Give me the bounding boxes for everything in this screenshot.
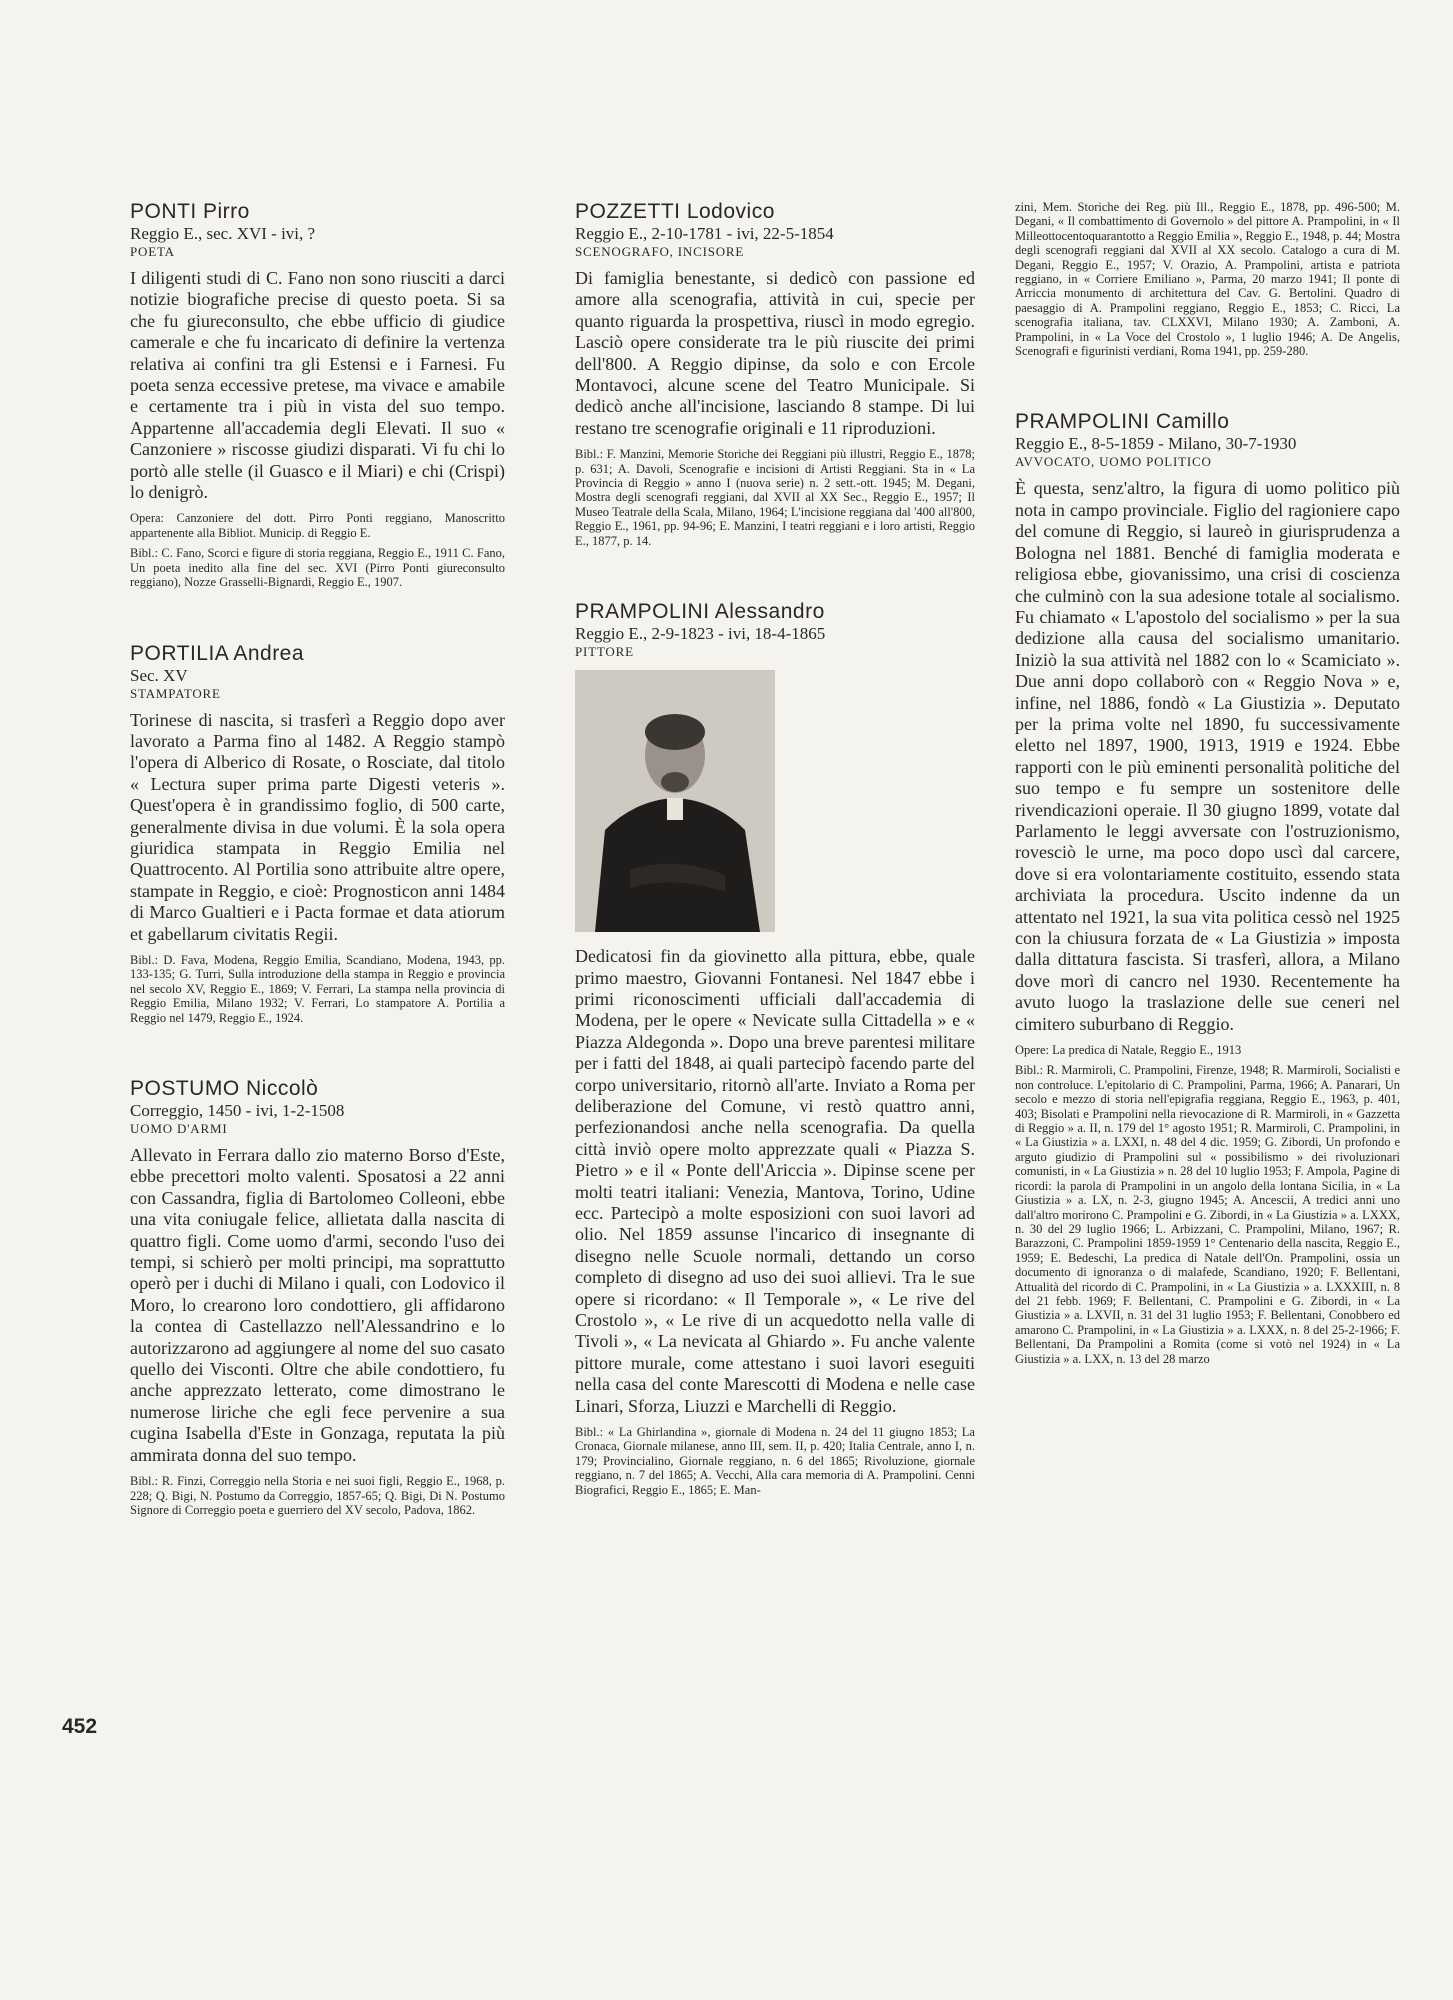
- entry-dates: Reggio E., 8-5-1859 - Milano, 30-7-1930: [1015, 434, 1297, 454]
- column-left: [130, 200, 505, 1517]
- entry-bibliography: Bibl.: C. Fano, Scorci e figure di storia reggiana, Reggio E., 1911 C. Fano, Un poeta inedito alla fine del sec. XVI (Pirro Ponti giureconsulto reggiano), Nozze Grasselli-Bignardi, Reggio E., 1907.: [130, 546, 505, 590]
- entry-body: Dedicatosi fin da giovinetto alla pittura, ebbe, quale primo maestro, Giovanni Fontanesi. Nel 1847 ebbe i primi riconoscimenti ufficiali dall'accademia di Modena, per le opere « Nevicate sulla Cittadella » e « Piazza Aldegonda ». Dopo una breve parentesi militare per i fatti del 1848, ai quali partecipò facendo parte del corpo universitario, ritornò all'arte. Inviato a Roma per deliberazione del Comune, vi restò quattro anni, perfezionandosi anche nella scenografia. Da quella città inviò opere molto apprezzate quali « Piazza S. Pietro » e il « Ponte dell'Ariccia ». Dipinse scene per molti teatri italiani: Venezia, Mantova, Torino, Udine ecc. Partecipò a molte esposizioni con suoi lavori ad olio. Nel 1859 assunse l'incarico di insegnante di disegno nelle Scuole normali, dettando un corso completo di disegno ad uso dei suoi allievi. Tra le sue opere si ricordano: « Il Temporale », « Le rive del Crostolo », « Le rive di un acquedotto nella valle di Tivoli », « La nevicata al Ghiardo ». Fu anche valente pittore murale, come attestano i suoi lavori eseguiti nella casa del conte Marescotti di Modena e nelle case Linari, Sforza, Liuzzi e Marchelli di Reggio.: [575, 946, 975, 1416]
- entry-bibliography-continued: zini, Mem. Storiche dei Reg. più Ill., Reggio E., 1878, pp. 496-500; M. Degani, « Il combattimento di Governolo » del pittore A. Prampolini, in « Il Milleottocentoquarantotto a Reggio Emilia », Reggio E., 1948, p. 44; Mostra degli scenografi reggiani dal XVII al XX secolo. Catalogo a cura di M. Degani, Reggio E., 1957; V. Orazio, A. Prampolini, artista e patriota reggiano, in « Corriere Emiliano », Parma, 20 marzo 1941; Il ponte di Arriccia monumento di architettura del Cav. G. Bertolini. Quadro di paesaggio di A. Prampolini reggiano, Reggio E., 1853; C. Ricci, La scenografia italiana, tav. CLXXVI, Milano 1930; A. Zamboni, A. Prampolini, in « La Voce del Crostolo », 1 luglio 1946; A. De Angelis, Scenografi e figurinisti verdiani, Roma 1941, pp. 259-280.: [1015, 200, 1401, 359]
- entry-body: Di famiglia benestante, si dedicò con passione ed amore alla scenografia, attività in cui, specie per quanto riguarda la prospettiva, riuscì in modo egregio. Lasciò opere considerate tra le più riuscite dei primi dell'800. A Reggio dipinse, da solo e con Ercole Montavoci, alcune scene del Teatro Municipale. Si dedicò anche all'incisione, lasciando 8 stampe. Di lui restano tre scenografie originali e 11 riproduzioni.: [575, 268, 975, 438]
- entry-name: PORTILIA Andrea: [130, 641, 305, 665]
- entry-name: PONTI Pirro: [130, 200, 250, 223]
- entry-bibliography: Bibl.: « La Ghirlandina », giornale di Modena n. 24 del 11 giugno 1853; La Cronaca, Giornale milanese, anno III, sem. II, p. 420; Italia Centrale, anno I, n. 179; Provincialino, Giornale reggiano, n. 6 del 1865; Rivoluzione, giornale reggiano, n. 7 del 1865; A. Vecchi, Alla cara memoria di A. Prampolini. Cenni Biografici, Reggio E., 1865; E. Man-: [575, 1425, 975, 1497]
- entry-prampolini-camillo: [1015, 410, 1400, 1366]
- entry-postumo: [130, 1077, 505, 1517]
- portrait-figure: [575, 670, 775, 932]
- entry-bibliography: Bibl.: D. Fava, Modena, Reggio Emilia, Scandiano, Modena, 1943, pp. 133-135; G. Turri, Sulla introduzione della stampa in Reggio e provincia nel secolo XV, Reggio E., 1869; V. Ferrari, La stampa nella provincia di Reggio Emilia, Milano 1932; V. Ferrari, Lo stampatore A. Portilia a Reggio nel 1479, Reggio E., 1924.: [130, 952, 505, 1025]
- entry-role: SCENOGRAFO, INCISORE: [575, 244, 745, 259]
- entry-dates: Reggio E., sec. XVI - ivi, ?: [130, 224, 316, 243]
- entry-role: POETA: [130, 244, 175, 259]
- entry-dates: Reggio E., 2-10-1781 - ivi, 22-5-1854: [575, 224, 834, 243]
- page-number: 452: [62, 1715, 98, 1738]
- entry-name: POZZETTI Lodovico: [575, 200, 775, 223]
- entry-bibliography: Bibl.: R. Marmiroli, C. Prampolini, Firenze, 1948; R. Marmiroli, Socialisti e non controluce. L'epitolario di C. Prampolini, Parma, 1966; A. Panarari, Un secolo e mezzo di storia nell'epigrafia reggiana, Reggio E., 1963, p. 401, 403; Bisolati e Prampolini nella rievocazione di R. Marmiroli, in « Gazzetta di Reggio » a. II, n. 179 del 1° agosto 1951; R. Marmiroli, C. Prampolini, in « La Giustizia » a. LXXI, n. 48 del 4 dic. 1959; G. Zibordi, Un profondo e arguto giudizio di Prampolini sul « possibilismo » dei rivoluzionari comunisti, in « La Giustizia » n. 28 del 10 luglio 1953; F. Ampola, Pagine di ricordi: la parola di Prampolini in un angolo della lontana Sicilia, in « La Giustizia » a. LX, n. 2-3, giugno 1945; A. Ancescii, A tredici anni uno dall'altro morirono C. Prampolini e G. Zibordi, in « La Giustizia » a. LXXX, n. 30 del 29 luglio 1966; L. Arbizzani, C. Prampolini, Milano, 1967; R. Barazzoni, C. Prampolini 1859-1959 1° Centenario della nascita, Reggio E., 1959; E. Bedeschi, La predica di Natale dell'On. Prampolini, ossia un documento di ignoranza o di malafede, Scandiano, 1920; F. Bellentani, Attualità del ricordo di C. Prampolini, in « La Giustizia » a. LXXXIII, n. 8 del 21 febb. 1969; F. Bellentani, C. Prampolini e G. Zibordi, in « La Giustizia » a. LXVII, n. 31 del 31 luglio 1953; F. Bellentani, Conobbero ed amarono C. Prampolini, in « La Giustizia » a. LXXX, n. 8 del 25-2-1966; F. Bellentani, Da Prampolini a Romita (come si votò nel 1924) in « La Giustizia » a. LXX, n. 13 del 28 marzo: [1015, 1063, 1400, 1366]
- entry-opere: Opere: La predica di Natale, Reggio E., 1913: [1015, 1043, 1242, 1058]
- entry-dates: Sec. XV: [130, 665, 188, 685]
- entry-name: POSTUMO Niccolò: [130, 1077, 319, 1100]
- entry-portilia: [130, 642, 505, 1026]
- portrait-photo: [575, 670, 775, 932]
- entry-role: UOMO D'ARMI: [130, 1121, 228, 1136]
- entry-role: AVVOCATO, UOMO POLITICO: [1015, 454, 1212, 470]
- entry-role: PITTORE: [575, 644, 634, 660]
- entry-body: È questa, senz'altro, la figura di uomo politico più nota in campo provinciale. Figlio del ragioniere capo del comune di Reggio, si laureò in giurisprudenza a Bologna nel 1881. Benché di famiglia moderata e religiosa ebbe, giovanissimo, una crisi di coscienza che culminò con la sua adesione totale al socialismo. Fu chiamato « L'apostolo del socialismo » per la sua dedizione alla causa del socialismo umanitario. Iniziò la sua attività nel 1882 con lo « Scamiciato ». Due anni dopo collaborò con « Reggio Nova » e, infine, nel 1886, fondò « La Giustizia ». Deputato per la prima volte nel 1890, fu successivamente eletto nel 1897, 1900, 1913, 1919 e 1924. Ebbe rapporti con le più eminenti personalità politiche del suo tempo e fu sempre un sostenitore delle rivendicazioni operaie. Il 30 giugno 1899, votate dal Parlamento le leggi avversate con l'ostruzionismo, rovesciò le urne, ma poco dopo uscì dal carcere, dove si era volontariamente costituito, essendo stata archiviata la procedura. Uscito indenne da un attentato nel 1921, la sua vita politica cessò nel 1925 con la chiusura forzata de « La Giustizia » imposta dalla dittatura fascista. Si trasferì, allora, a Milano dove morì di cancro nel 1930. Recentemente ha avuto luogo la traslazione delle sue ceneri nel cimitero suburbano di Reggio.: [1015, 478, 1400, 1034]
- entry-body: Allevato in Ferrara dallo zio materno Borso d'Este, ebbe precettori molto valenti. Sposatosi a 22 anni con Cassandra, figlia di Bartolomeo Colleoni, ebbe una vita coniugale felice, allietata dalla nascita di quattro figli. Come uomo d'armi, secondo l'uso dei tempi, si schierò per molti principi, ma soprattutto operò per i duchi di Milano i quali, con Lodovico il Moro, lo crearono loro condottiero, gli affidarono la contea di Castellazzo nell'Alessandrino e lo autorizzarono ad aggiungere al nome del suo casato quello dei Visconti. Oltre che abile condottiero, fu anche apprezzato letterato, come dimostrano le numerose liriche che egli fece pervenire a sua cugina Isabella d'Este in Gonzaga, reputata la più ammirata donna del suo tempo.: [130, 1145, 505, 1465]
- column-middle: [575, 200, 975, 1497]
- entry-name: PRAMPOLINI Alessandro: [575, 600, 825, 624]
- entry-dates: Correggio, 1450 - ivi, 1-2-1508: [130, 1101, 345, 1120]
- entry-bibliography: Bibl.: F. Manzini, Memorie Storiche dei Reggiani più illustri, Reggio E., 1878; p. 631; A. Davoli, Scenografie e incisioni di Artisti Reggiani. Sta in « La Provincia di Reggio » anno I (nuova serie) n. 2 sett.-ott. 1945; M. Degani, Mostra degli scenografi reggiani, dal XVII al XX Sec., Reggio E., 1957; Il Museo Teatrale della Scala, Milano, 1964; L'incisione reggiana dal '400 all'800, Reggio E., 1961, pp. 94-96; E. Manzini, I teatri reggiani e i loro artisti, Reggio E., 1877, p. 14.: [575, 447, 975, 548]
- entry-pozzetti: [575, 200, 975, 548]
- entry-dates: Reggio E., 2-9-1823 - ivi, 18-4-1865: [575, 624, 826, 644]
- entry-name: PRAMPOLINI Camillo: [1015, 410, 1230, 434]
- column-right: [1015, 200, 1400, 1366]
- entry-ponti: [130, 200, 505, 590]
- entry-prampolini-alessandro: [575, 600, 975, 1497]
- entry-body: Torinese di nascita, si trasferì a Reggio dopo aver lavorato a Parma fino al 1482. A Reggio stampò l'opera di Alberico di Rosate, o Rosciate, dal titolo « Lectura super prima parte Digesti veteris ». Quest'opera è in grandissimo foglio, di 500 carte, generalmente divisa in due volumi. È la sola opera giuridica stampata in Reggio Emilia nel Quattrocento. Al Portilia sono attribuite altre opere, stampate in Reggio, e cioè: Prognosticon anni 1484 di Marco Gualtieri e i Pacta formae et data atiorum et gabellarum civitatis Regii.: [130, 709, 505, 944]
- entry-body: I diligenti studi di C. Fano non sono riusciti a darci notizie biografiche precise di questo poeta. Si sa che fu giureconsulto, che ebbe ufficio di giudice camerale e che fu incaricato di definire la vertenza relativa ai confini tra gli Estensi e i Farnesi. Fu poeta senza eccessive pretese, ma vivace e amabile e certamente tra i più in vista del suo tempo. Appartenne all'accademia degli Elevati. Il suo « Canzoniere » riscosse giudizi disparati. Vi fu chi lo portò alle stelle (il Guasco e il Miari) e chi (Crispi) lo denigrò.: [130, 268, 505, 503]
- entry-bibliography: Bibl.: R. Finzi, Correggio nella Storia e nei suoi figli, Reggio E., 1968, p. 228; Q. Bigi, N. Postumo da Correggio, 1857-65; Q. Bigi, Di N. Postumo Signore di Correggio poeta e guerriero del XV secolo, Padova, 1862.: [130, 1474, 505, 1517]
- entry-opera: Opera: Canzoniere del dott. Pirro Ponti reggiano, Manoscritto appartenente alla Bibliot. Municip. di Reggio E.: [130, 511, 505, 540]
- entry-role: STAMPATORE: [130, 685, 221, 701]
